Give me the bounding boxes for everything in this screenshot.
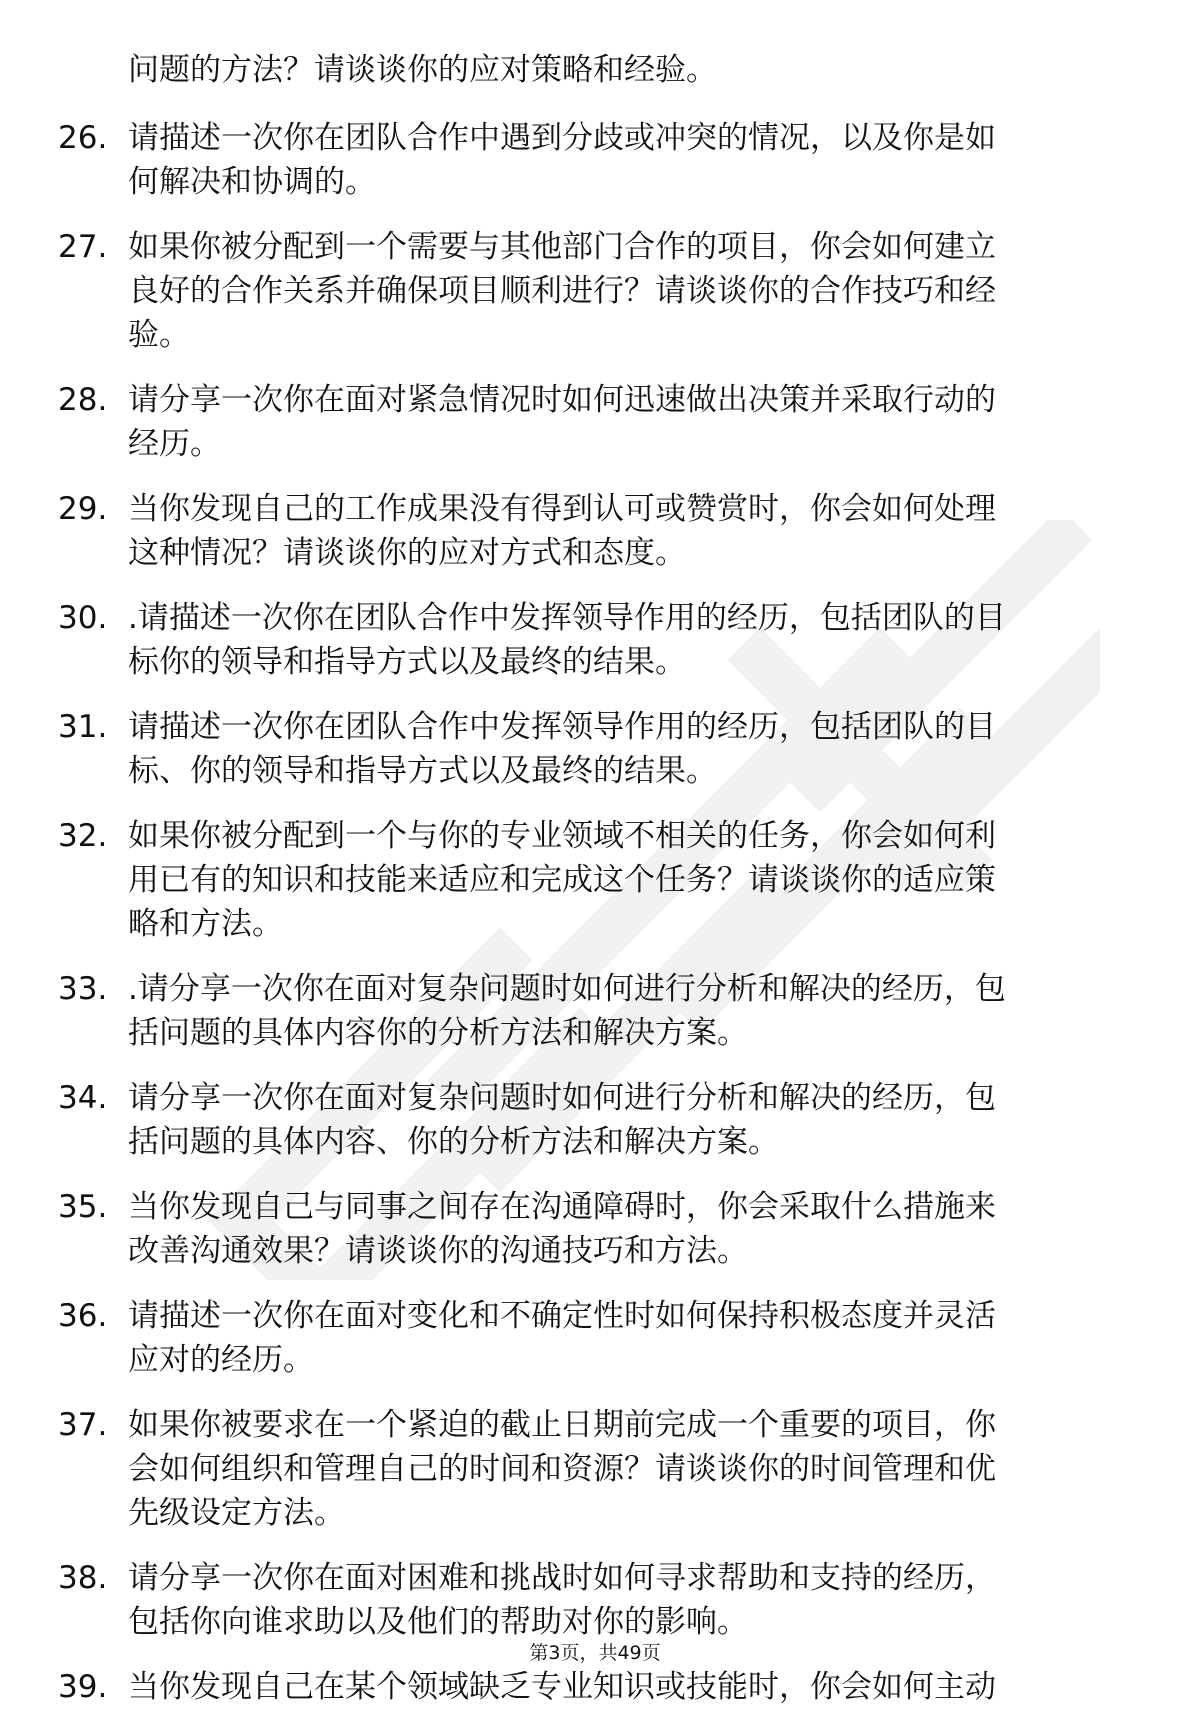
text-line: 良好的合作关系并确保项目顺利进行？请谈谈你的合作技巧和经: [128, 273, 996, 309]
text-line: 标你的领导和指导方式以及最终的结果。: [128, 644, 686, 680]
item-text: [128, 814, 1118, 946]
item-number: 32.: [58, 818, 108, 854]
item-number: 26.: [58, 120, 108, 156]
list-item: [58, 1185, 1118, 1273]
item-text: [128, 1076, 1118, 1164]
item-number: 28.: [58, 382, 108, 418]
text-line: 请分享一次你在面对复杂问题时如何进行分析和解决的经历，包: [128, 1080, 996, 1116]
list-item: [58, 814, 1118, 946]
item-number: 37.: [58, 1407, 108, 1443]
item-number: 39.: [58, 1669, 108, 1705]
text-line: .请分享一次你在面对复杂问题时如何进行分析和解决的经历，包: [128, 971, 1006, 1007]
list-item: [58, 1076, 1118, 1164]
list-item: [58, 1294, 1118, 1382]
list-item: [58, 1665, 1118, 1709]
question-list: [58, 48, 1118, 1730]
item-number: 31.: [58, 709, 108, 745]
text-line: 这种情况？请谈谈你的应对方式和态度。: [128, 535, 686, 571]
item-text: [128, 967, 1118, 1055]
item-number: 30.: [58, 600, 108, 636]
item-text: [128, 1665, 1118, 1709]
text-line: 请描述一次你在团队合作中发挥领导作用的经历，包括团队的目: [128, 709, 996, 745]
item-number: 38.: [58, 1560, 108, 1596]
text-line: 标、你的领导和指导方式以及最终的结果。: [128, 753, 717, 789]
text-line: .请描述一次你在团队合作中发挥领导作用的经历，包括团队的目: [128, 600, 1006, 636]
item-number: 33.: [58, 971, 108, 1007]
list-item: [58, 1556, 1118, 1644]
text-line: 验。: [128, 317, 190, 353]
text-line: 括问题的具体内容、你的分析方法和解决方案。: [128, 1124, 779, 1160]
text-line: 当你发现自己的工作成果没有得到认可或赞赏时，你会如何处理: [128, 491, 996, 527]
text-line: 括问题的具体内容你的分析方法和解决方案。: [128, 1015, 748, 1051]
list-item: [58, 596, 1118, 684]
list-item: [58, 116, 1118, 204]
text-line: 略和方法。: [128, 906, 283, 942]
continuation-text: 问题的方法？请谈谈你的应对策略和经验。: [128, 52, 717, 88]
list-item: [58, 1403, 1118, 1535]
page-footer: 第3页，共49页: [529, 1642, 661, 1664]
text-line: 当你发现自己与同事之间存在沟通障碍时，你会采取什么措施来: [128, 1189, 996, 1225]
text-line: 如果你被分配到一个与你的专业领域不相关的任务，你会如何利: [128, 818, 996, 854]
list-item: [58, 378, 1118, 466]
item-text: [128, 1294, 1118, 1382]
item-text: [128, 705, 1118, 793]
text-line: 如果你被分配到一个需要与其他部门合作的项目，你会如何建立: [128, 229, 996, 265]
item-text: [128, 1403, 1118, 1535]
item-number: 36.: [58, 1298, 108, 1334]
list-item: [58, 705, 1118, 793]
text-line: 经历。: [128, 426, 221, 462]
list-item: [58, 487, 1118, 575]
text-line: 请描述一次你在团队合作中遇到分歧或冲突的情况，以及你是如: [128, 120, 996, 156]
list-item: [58, 225, 1118, 357]
item-text: [128, 116, 1118, 204]
text-line: 包括你向谁求助以及他们的帮助对你的影响。: [128, 1604, 748, 1640]
text-line: 如果你被要求在一个紧迫的截止日期前完成一个重要的项目，你: [128, 1407, 996, 1443]
text-line: 会如何组织和管理自己的时间和资源？请谈谈你的时间管理和优: [128, 1451, 996, 1487]
item-text: [128, 487, 1118, 575]
text-line: 请描述一次你在面对变化和不确定性时如何保持积极态度并灵活: [128, 1298, 996, 1334]
item-text: [128, 1556, 1118, 1644]
item-number: 34.: [58, 1080, 108, 1116]
item-number: 29.: [58, 491, 108, 527]
text-line: 请分享一次你在面对困难和挑战时如何寻求帮助和支持的经历，: [128, 1560, 996, 1596]
text-line: 何解决和协调的。: [128, 164, 376, 200]
text-line: 当你发现自己在某个领域缺乏专业知识或技能时，你会如何主动: [128, 1669, 996, 1705]
text-line: 先级设定方法。: [128, 1495, 345, 1531]
text-line: 改善沟通效果？请谈谈你的沟通技巧和方法。: [128, 1233, 748, 1269]
item-text: [128, 596, 1118, 684]
text-line: 用已有的知识和技能来适应和完成这个任务？请谈谈你的适应策: [128, 862, 996, 898]
item-number: 35.: [58, 1189, 108, 1225]
item-number: 27.: [58, 229, 108, 265]
item-text: [128, 378, 1118, 466]
text-line: 请分享一次你在面对紧急情况时如何迅速做出决策并采取行动的: [128, 382, 996, 418]
item-text: [128, 225, 1118, 357]
list-item: [58, 967, 1118, 1055]
item-text: [128, 1185, 1118, 1273]
text-line: 应对的经历。: [128, 1342, 314, 1378]
